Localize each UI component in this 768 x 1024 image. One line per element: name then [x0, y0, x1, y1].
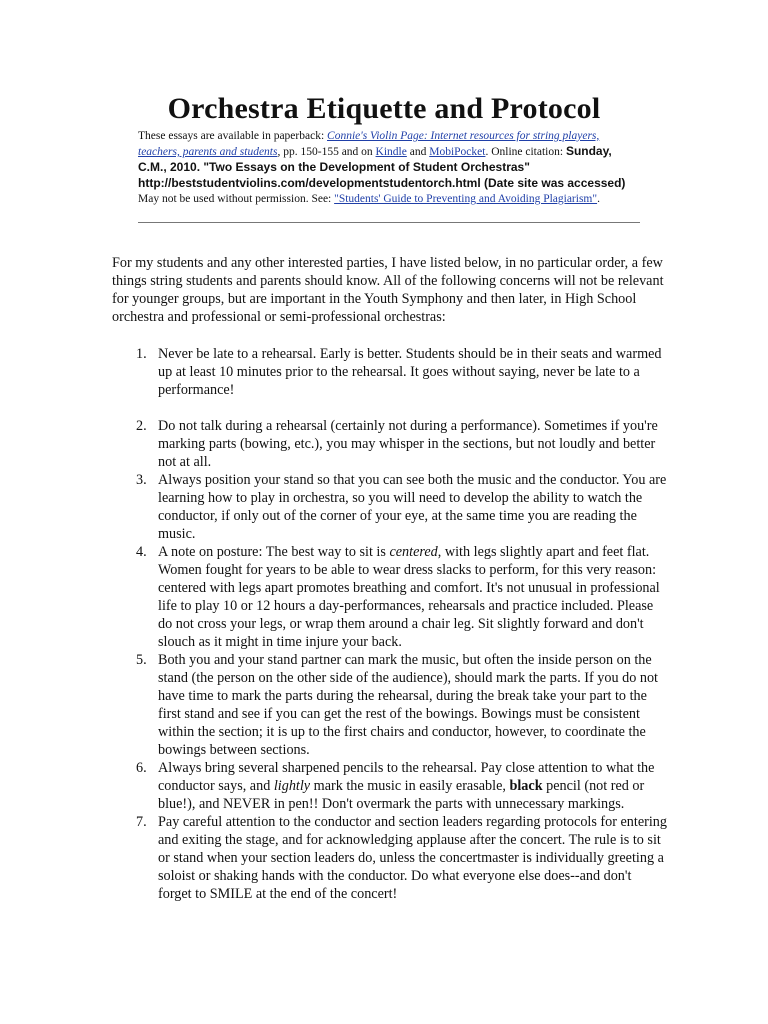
item-text: Do not talk during a rehearsal (certainly not during a performance). Sometimes if you're marking parts (bowing, etc.), you may whisper in the sections, but not loudly and better not at all. [158, 418, 658, 470]
mobipocket-link[interactable]: MobiPocket [429, 146, 486, 158]
list-item [112, 651, 668, 759]
list-item [112, 543, 668, 651]
etiquette-list [112, 345, 668, 903]
citation-permission: May not be used without permission. See: [138, 193, 335, 205]
emphasis-black: black [509, 778, 543, 794]
list-item [112, 813, 668, 903]
plagiarism-guide-link[interactable]: "Students' Guide to Preventing and Avoiding Plagiarism" [334, 193, 598, 205]
item-number: 2. [136, 418, 147, 434]
item-number: 4. [136, 544, 147, 560]
item-text-before: Always bring several sharpened pencils to the rehearsal. Pay close attention to what the conductor says, and [158, 760, 655, 794]
item-text: Both you and your stand partner can mark the music, but often the inside person on the stand (the person on the other side of the audience), should mark the parts. If you do not have time to mark the parts during the rehearsal, during the break take your part to the first stand and see if you can get the rest of the bowings. Bowings must be consistent within the section; it is up to the first chairs and conductor, however, to coordinate the bowings between sections. [158, 652, 658, 758]
item-text-after: , with legs slightly apart and feet flat. Women fought for years to be able to wear dress slacks to perform, for this very reason: centered with legs apart promotes breathing and comfort. It's not unusual in professional life to play 10 or 12 hours a day-performances, rehearsals and practice included. Please do not cross your legs, or wrap them around a chair leg. Sit slightly forward and don't slouch as it might in time injure your back. [158, 544, 660, 650]
item-number: 7. [136, 814, 147, 830]
citation-and: and [406, 146, 430, 158]
citation-pages: , pp. 150-155 and on [277, 146, 376, 158]
emphasis-centered: centered [389, 544, 438, 560]
item-number: 3. [136, 472, 147, 488]
divider [138, 222, 640, 223]
list-item [112, 345, 668, 399]
item-text-mid: mark the music in easily erasable, [310, 778, 510, 794]
item-text: Always position your stand so that you can see both the music and the conductor. You are learning how to play in orchestra, so you will need to develop the ability to watch the conductor, if only out of the corner of your eye, at the same time you are reading the music. [158, 472, 667, 542]
list-item [112, 471, 668, 543]
citation-block [138, 129, 638, 207]
intro-paragraph: For my students and any other interested parties, I have listed below, in no particular order, a few things string students and parents should know. All of the following concerns will not be relevant for younger groups, but are important in the Youth Symphony and then later, in High School orchestra and professional or semi-professional orchestras: [112, 255, 664, 325]
item-text-before: A note on posture: The best way to sit is [158, 544, 390, 560]
list-item [112, 759, 668, 813]
list-item [112, 417, 668, 471]
citation-intro: These essays are available in paperback: [138, 130, 328, 142]
document-title: Orchestra Etiquette and Protocol [167, 92, 601, 125]
item-text: Never be late to a rehearsal. Early is better. Students should be in their seats and warmed up at least 10 minutes prior to the rehearsal. It goes without saying, never be late to a performance! [158, 346, 662, 398]
item-number: 1. [136, 346, 147, 362]
emphasis-lightly: lightly [273, 778, 311, 794]
citation-online-prefix: . Online citation: [485, 146, 566, 158]
item-number: 5. [136, 652, 147, 668]
item-number: 6. [136, 760, 147, 776]
item-text: Pay careful attention to the conductor and section leaders regarding protocols for entering and exiting the stage, and for acknowledging applause after the concert. The rule is to sit or stand when your section leaders do, unless the concertmaster is individually greeting a soloist or shaking hands with the conductor. Do what everyone else does--and don't forget to SMILE at the end of the concert! [158, 814, 667, 902]
kindle-link[interactable]: Kindle [375, 146, 407, 158]
book-link[interactable]: Connie's Violin Page: Internet resources for string players, teachers, parents and students [138, 130, 600, 158]
citation-reference: Sunday, C.M., 2010. "Two Essays on the Development of Student Orchestras" http://beststudentviolins.com/developmentstudentorch.html (Date site was accessed) [138, 144, 626, 190]
item-text-after: pencil (not red or blue!), and NEVER in pen!! Don't overmark the parts with unnecessary markings. [158, 778, 645, 812]
citation-end: . [597, 193, 600, 205]
